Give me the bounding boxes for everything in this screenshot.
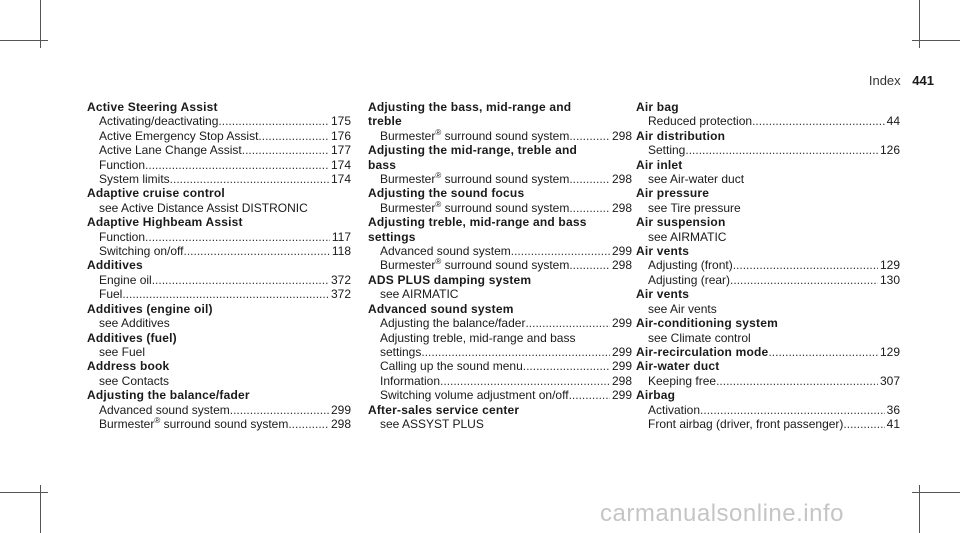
- index-subentry: [368, 345, 632, 359]
- page-reference: 299: [611, 244, 632, 259]
- page-reference: 177: [330, 143, 351, 158]
- page-reference: 130: [879, 272, 900, 287]
- leader-dots: [242, 143, 329, 157]
- entry-label: Burmester® surround sound system: [380, 199, 570, 215]
- index-subentry: [368, 374, 632, 388]
- page-header: [869, 73, 934, 88]
- page-reference: 299: [611, 316, 632, 331]
- entry-label: Switching on/off: [99, 244, 184, 259]
- page-reference: 299: [330, 402, 351, 417]
- index-column-1: [87, 100, 351, 431]
- index-heading: Adjusting the mid-range, treble and: [368, 143, 578, 158]
- index-heading: Adaptive Highbeam Assist: [87, 215, 243, 230]
- index-heading: After-sales service center: [368, 402, 520, 417]
- page-reference: 307: [879, 373, 900, 388]
- entry-label: Function: [99, 229, 146, 244]
- leader-dots: [569, 172, 610, 186]
- page-reference: 118: [331, 244, 351, 259]
- index-heading: Active Steering Assist: [87, 100, 218, 114]
- page-reference: 298: [330, 416, 351, 431]
- index-column-2: [368, 100, 632, 431]
- entry-label: Burmester® surround sound system: [99, 415, 289, 431]
- index-reference: [368, 417, 632, 431]
- index-column-3: [636, 100, 900, 431]
- crop-mark: [0, 40, 48, 41]
- entry-label-rest: surround sound system: [160, 416, 289, 431]
- page-reference: 129: [879, 258, 900, 273]
- entry-label-rest: surround sound system: [441, 200, 570, 215]
- leader-dots: [230, 403, 329, 417]
- leader-dots: [569, 388, 610, 402]
- index-subentry: [636, 403, 900, 417]
- entry-label: Adjusting the balance/fader: [380, 316, 526, 331]
- entry-label: Burmester® surround sound system: [380, 127, 570, 143]
- entry-label: Advanced sound system: [99, 402, 230, 417]
- index-subentry: [636, 374, 900, 388]
- leader-dots: [768, 345, 878, 359]
- leader-dots: [258, 129, 329, 143]
- leader-dots: [685, 143, 878, 157]
- entry-label: Active Lane Change Assist: [99, 143, 242, 158]
- entry-label: Front airbag (driver, front passenger): [648, 416, 844, 431]
- leader-dots: [511, 244, 610, 258]
- index-heading: Adjusting the bass, mid-range and: [368, 100, 572, 114]
- entry-label: Keeping free: [648, 373, 717, 388]
- page-reference: 174: [330, 172, 351, 187]
- index-heading-entry: [636, 345, 900, 359]
- entry-label: Reduced protection: [648, 114, 753, 129]
- reference-text: see Contacts: [99, 373, 170, 388]
- leader-dots: [288, 417, 329, 431]
- reference-text: see Fuel: [99, 344, 146, 359]
- entry-label: Burmester® surround sound system: [380, 257, 570, 273]
- registered-mark: ®: [435, 171, 442, 181]
- entry-label: Calling up the sound menu: [380, 359, 523, 374]
- page-reference: 176: [330, 128, 351, 143]
- page-reference: 175: [330, 114, 351, 129]
- index-heading: Additives (engine oil): [87, 301, 213, 316]
- index-subentry: [636, 143, 900, 157]
- entry-label: System limits: [99, 172, 170, 187]
- leader-dots: [440, 374, 610, 388]
- index-subentry: [87, 403, 351, 417]
- index-heading: Adjusting treble, mid-range and bass: [368, 215, 587, 230]
- reference-text: see Tire pressure: [648, 200, 741, 215]
- index-subentry: [368, 388, 632, 402]
- entry-label: Air-recirculation mode: [636, 344, 769, 359]
- page-reference: 36: [886, 402, 900, 417]
- index-heading: Air-water duct: [636, 359, 720, 374]
- index-heading: Adaptive cruise control: [87, 186, 225, 201]
- index-subentry: [87, 244, 351, 258]
- leader-dots: [569, 129, 610, 143]
- page-reference: 298: [611, 258, 632, 273]
- leader-dots: [218, 114, 329, 128]
- index-subentry: [87, 158, 351, 172]
- index-heading: Air suspension: [636, 215, 726, 230]
- index-subentry: [368, 129, 632, 143]
- page-reference: 129: [879, 344, 900, 359]
- reference-text: Adjusting treble, mid-range and bass: [380, 330, 576, 345]
- leader-dots: [421, 345, 610, 359]
- index-heading: Airbag: [636, 388, 676, 403]
- index-subentry: [87, 417, 351, 431]
- index-subentry: [368, 316, 632, 330]
- crop-mark: [0, 492, 48, 493]
- page-reference: 174: [330, 157, 351, 172]
- index-subentry: [636, 114, 900, 128]
- leader-dots: [145, 158, 329, 172]
- registered-mark: ®: [435, 257, 442, 267]
- registered-mark: ®: [435, 127, 442, 137]
- index-reference: [636, 331, 900, 345]
- index-reference: [87, 201, 351, 215]
- page-reference: 372: [330, 272, 351, 287]
- index-subentry: [368, 359, 632, 373]
- index-reference: [368, 331, 632, 345]
- index-reference: [636, 172, 900, 186]
- index-heading: settings: [368, 229, 416, 244]
- leader-dots: [569, 201, 610, 215]
- index-heading: bass: [368, 157, 397, 172]
- leader-dots: [184, 244, 330, 258]
- leader-dots: [170, 172, 329, 186]
- page-reference: 299: [611, 359, 632, 374]
- entry-label: Active Emergency Stop Assist: [99, 128, 259, 143]
- index-reference: [636, 302, 900, 316]
- page-reference: 298: [611, 128, 632, 143]
- entry-label: Adjusting (front): [648, 258, 733, 273]
- page-reference: 299: [611, 388, 632, 403]
- entry-label: settings: [380, 344, 422, 359]
- index-subentry: [87, 129, 351, 143]
- entry-label: Advanced sound system: [380, 244, 511, 259]
- watermark: carmanualsonline.info: [600, 500, 844, 527]
- entry-label: Engine oil: [99, 272, 152, 287]
- reference-text: see Air vents: [648, 301, 717, 316]
- index-heading: Air vents: [636, 287, 690, 302]
- entry-label: Activating/deactivating: [99, 114, 219, 129]
- page-reference: 41: [886, 416, 900, 431]
- page-reference: 372: [330, 287, 351, 302]
- leader-dots: [716, 374, 878, 388]
- leader-dots: [843, 417, 884, 431]
- leader-dots: [700, 403, 885, 417]
- crop-mark: [912, 492, 960, 493]
- crop-mark: [912, 40, 960, 41]
- leader-dots: [733, 258, 878, 272]
- index-heading: Additives: [87, 258, 143, 273]
- reference-text: see AIRMATIC: [648, 229, 727, 244]
- index-heading: Air pressure: [636, 186, 710, 201]
- index-subentry: [87, 287, 351, 301]
- entry-label: Function: [99, 157, 146, 172]
- index-heading: Air inlet: [636, 157, 683, 172]
- reference-text: see Air-water duct: [648, 172, 745, 187]
- index-heading: ADS PLUS damping system: [368, 272, 532, 287]
- reference-text: see AIRMATIC: [380, 287, 459, 302]
- index-heading: Air-conditioning system: [636, 316, 778, 331]
- entry-label: Adjusting (rear): [648, 272, 731, 287]
- index-heading: Air bag: [636, 100, 679, 114]
- index-subentry: [87, 114, 351, 128]
- reference-text: see Climate control: [648, 330, 751, 345]
- page-reference: 298: [611, 200, 632, 215]
- leader-dots: [523, 359, 610, 373]
- index-reference: [87, 316, 351, 330]
- entry-label: Switching volume adjustment on/off: [380, 388, 569, 403]
- entry-label-rest: surround sound system: [441, 128, 570, 143]
- entry-label: Burmester® surround sound system: [380, 171, 570, 187]
- index-subentry: [368, 201, 632, 215]
- index-subentry: [636, 273, 900, 287]
- leader-dots: [152, 273, 329, 287]
- page-reference: 126: [879, 143, 900, 158]
- reference-text: see ASSYST PLUS: [380, 416, 484, 431]
- page-reference: 117: [331, 229, 351, 244]
- index-subentry: [368, 258, 632, 272]
- entry-label-rest: surround sound system: [441, 172, 570, 187]
- leader-dots: [569, 258, 610, 272]
- index-reference: [87, 374, 351, 388]
- entry-label-rest: surround sound system: [441, 258, 570, 273]
- index-subentry: [87, 172, 351, 186]
- page-reference: 299: [611, 344, 632, 359]
- leader-dots: [122, 287, 329, 301]
- entry-label: Setting: [648, 143, 686, 158]
- index-subentry: [636, 417, 900, 431]
- page-reference: 298: [611, 172, 632, 187]
- index-heading: Adjusting the sound focus: [368, 186, 525, 201]
- reference-text: see Active Distance Assist DISTRONIC: [99, 200, 308, 215]
- index-subentry: [87, 143, 351, 157]
- index-reference: [87, 345, 351, 359]
- index-heading: Additives (fuel): [87, 330, 177, 345]
- index-subentry: [636, 258, 900, 272]
- leader-dots: [752, 114, 885, 128]
- page-number: 441: [912, 73, 934, 88]
- index-heading: treble: [368, 114, 402, 129]
- index-heading: Adjusting the balance/fader: [87, 388, 250, 403]
- index-heading: Advanced sound system: [368, 301, 514, 316]
- index-subentry: [368, 172, 632, 186]
- registered-mark: ®: [435, 199, 442, 209]
- registered-mark: ®: [154, 415, 161, 425]
- index-subentry: [87, 273, 351, 287]
- entry-label: Fuel: [99, 287, 123, 302]
- page-reference: 44: [886, 114, 900, 129]
- index-heading: Air vents: [636, 244, 690, 259]
- reference-text: see Additives: [99, 316, 170, 331]
- index-subentry: [368, 244, 632, 258]
- entry-label: Activation: [648, 402, 701, 417]
- leader-dots: [525, 316, 610, 330]
- index-heading: Address book: [87, 359, 170, 374]
- leader-dots: [730, 273, 878, 287]
- page-reference: 298: [611, 373, 632, 388]
- index-subentry: [87, 230, 351, 244]
- index-reference: [636, 230, 900, 244]
- index-reference: [636, 201, 900, 215]
- index-reference: [368, 287, 632, 301]
- entry-label: Information: [380, 373, 441, 388]
- index-heading: Air distribution: [636, 128, 726, 143]
- leader-dots: [145, 230, 330, 244]
- section-title: Index: [868, 73, 901, 88]
